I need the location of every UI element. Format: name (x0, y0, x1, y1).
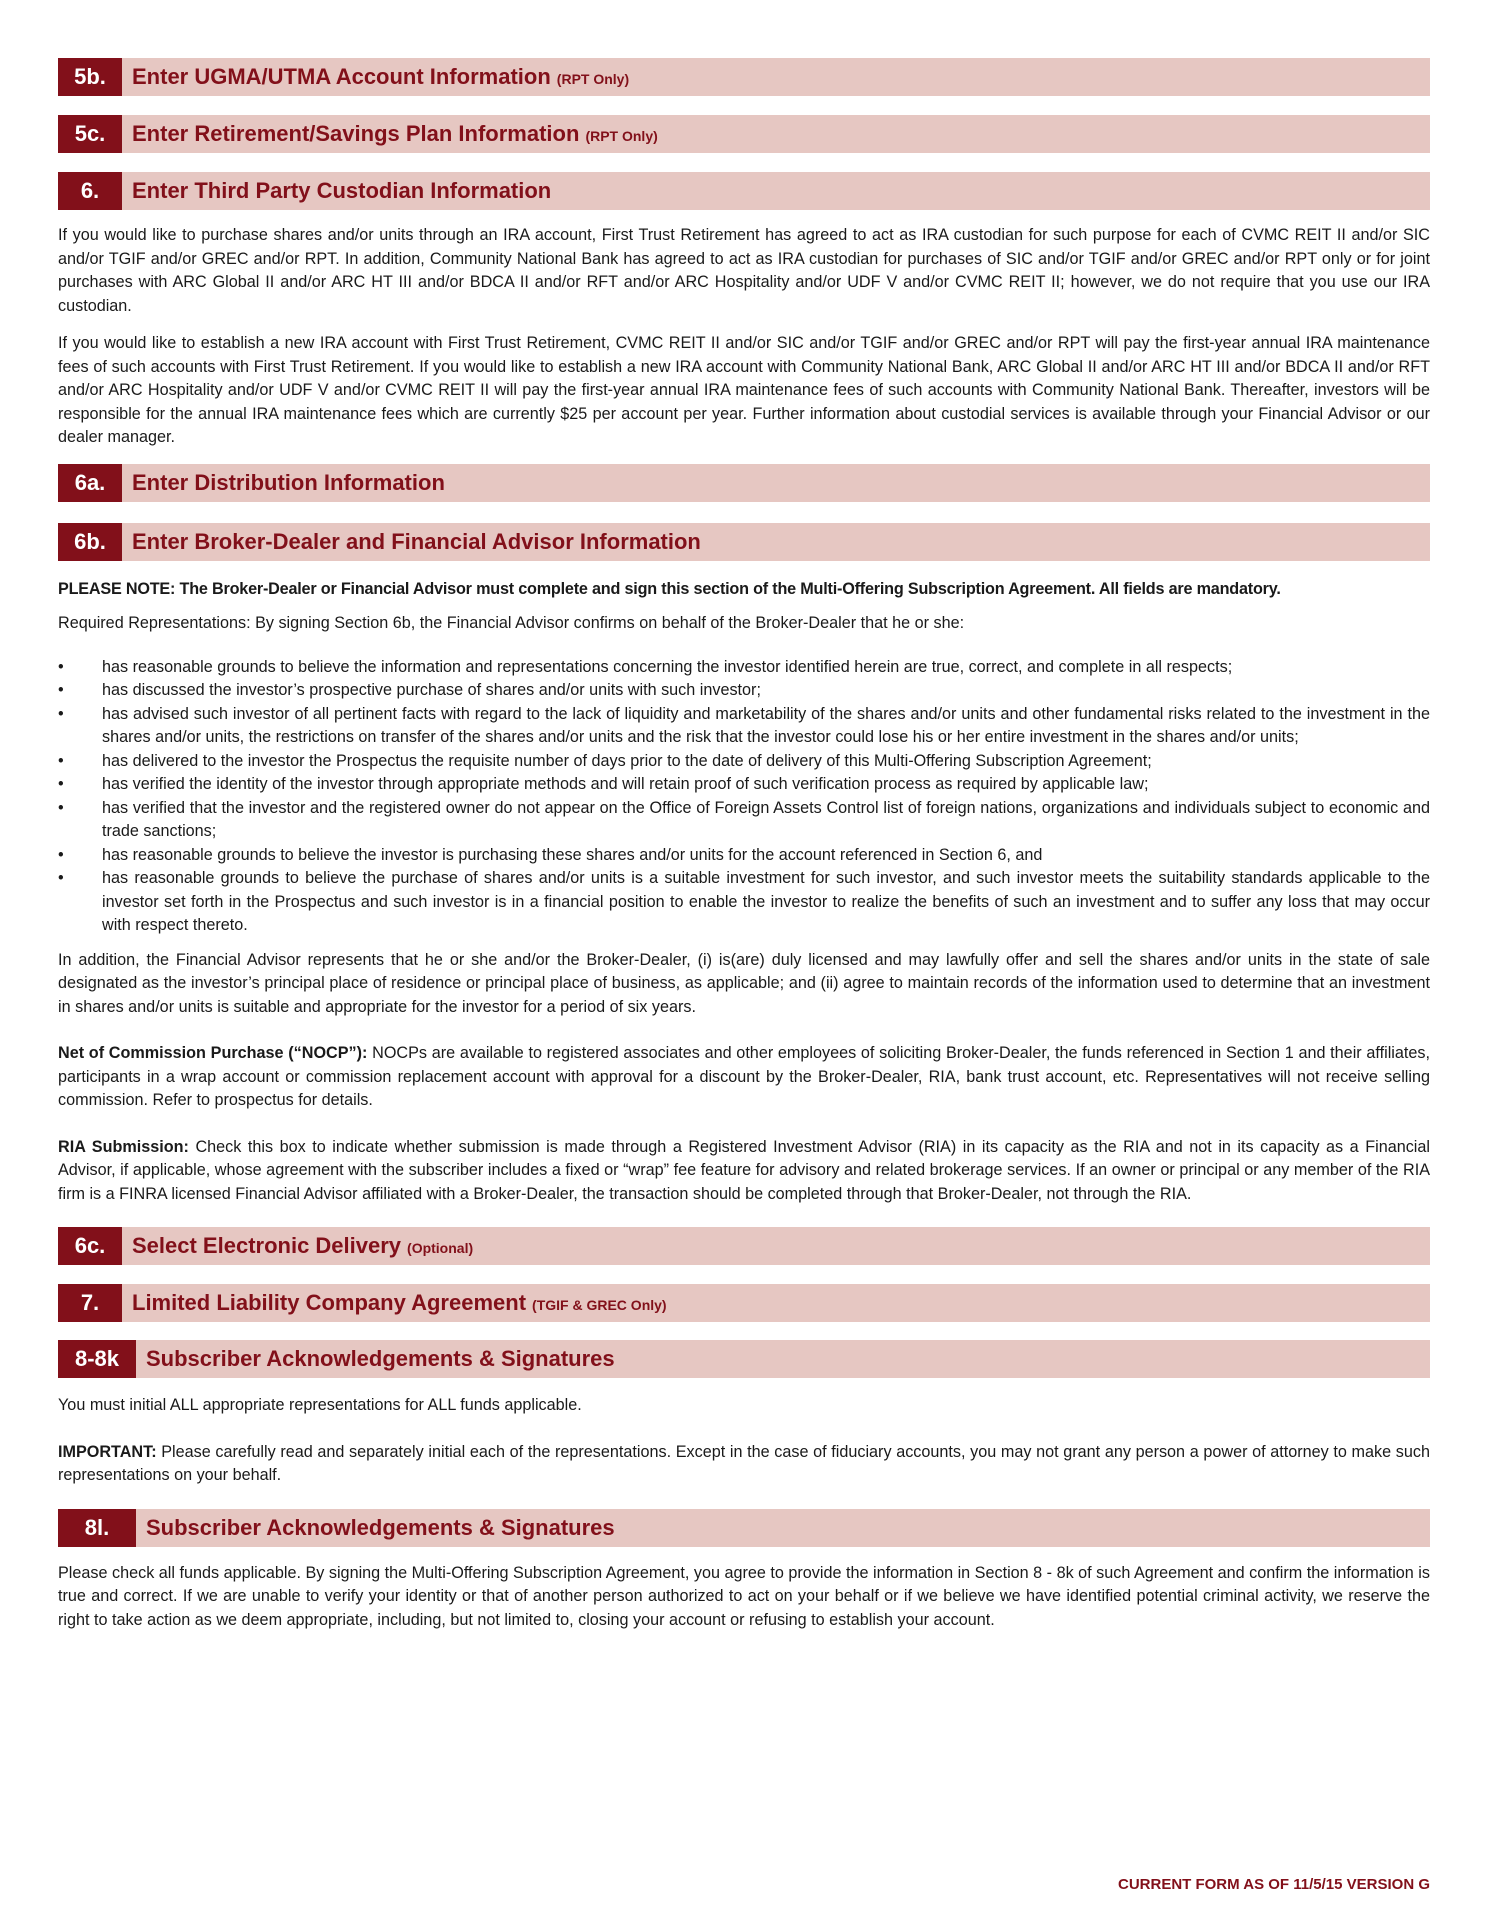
list-item: • has reasonable grounds to believe the investor is purchasing these shares and/or units for the account referenced in Section 6, and (58, 844, 1430, 868)
section-title-text: Enter Distribution Information (132, 469, 445, 495)
section-6c-header (58, 1227, 1430, 1265)
section-title (122, 172, 551, 210)
section-number: 8-8k (58, 1340, 136, 1378)
section-title-text: Subscriber Acknowledgements & Signatures (146, 1346, 615, 1371)
section-5b-header (58, 58, 1430, 96)
section-7-header (58, 1284, 1430, 1322)
section-title-text: Limited Liability Company Agreement (132, 1290, 527, 1315)
form-version-footer: CURRENT FORM AS OF 11/5/15 VERSION G (1117, 1876, 1430, 1893)
section-6b-header (58, 523, 1430, 561)
nocp-text: NOCPs are available to registered associates and other employees of soliciting Broker-Dealer, the funds referenced in Section 1 and their affiliates, participants in a wrap account or commission replacement account with approval for a discount by the Broker-Dealer, RIA, bank trust account, etc. Representatives will not receive selling commission. Refer to prospectus for details. (58, 1044, 1430, 1109)
ria-text: Check this box to indicate whether submission is made through a Registered Investment Advisor (RIA) in its capacity as the RIA and not in its capacity as a Financial Advisor, if applicable, whose agreement with the subscriber includes a fixed or “wrap” fee feature for advisory and related brokerage services. If an owner or principal or any member of the RIA firm is a FINRA licensed Financial Advisor affiliated with a Broker-Dealer, the transaction should be completed through that Broker-Dealer, not through the RIA. (58, 1137, 1430, 1203)
section-6a-header (58, 464, 1430, 502)
advisor-addition-paragraph: In addition, the Financial Advisor represents that he or she and/or the Broker-Dealer, (i) is(are) duly licensed and may lawfully offer and sell the shares and/or units in the state of sale designated as the investor’s principal place of residence or principal place of business, as applicable; and (ii) agree to maintain records of the information used to determine that an investment in shares and/or units is suitable and appropriate for the investor for a period of six years. (58, 950, 1430, 1016)
section-number: 6. (58, 172, 122, 210)
section-5c-header (58, 115, 1430, 153)
section-title-text: Enter Retirement/Savings Plan Information (132, 121, 580, 146)
list-item: • has delivered to the investor the Prospectus the requisite number of days prior to the date of delivery of this Multi-Offering Subscription Agreement; (58, 750, 1430, 774)
nocp-label: Net of Commission Purchase (“NOCP”): (58, 1044, 368, 1062)
funds-applicable-paragraph: Please check all funds applicable. By signing the Multi-Offering Subscription Agreement, you agree to provide the information in Section 8 - 8k of such Agreement and confirm the information is true and correct. If we are unable to verify your identity or that of another person authorized to act on your behalf or if we believe we have identified potential criminal activity, we reserve the right to take action as we deem appropriate, including, but not limited to, closing your account or refusing to establish your account. (58, 1563, 1430, 1629)
section-title-text: Select Electronic Delivery (132, 1233, 402, 1258)
initial-instructions: You must initial ALL appropriate representations for ALL funds applicable. (58, 1396, 582, 1414)
list-item: • has verified that the investor and the registered owner do not appear on the Office of Foreign Assets Control list of foreign nations, organizations and individuals subject to economic and trade sanctions; (58, 797, 1430, 844)
section-note: (RPT Only) (585, 128, 658, 144)
section-8l-header (58, 1509, 1430, 1547)
section-8-header (58, 1340, 1430, 1378)
nocp-paragraph (58, 1042, 1430, 1113)
section-number: 8l. (58, 1509, 136, 1547)
section-title (122, 464, 445, 502)
section-title (122, 58, 629, 96)
list-item: • has advised such investor of all pertinent facts with regard to the lack of liquidity and marketability of the shares and/or units and other fundamental risks related to the investment in the shares and/or units, the restrictions on transfer of the shares and/or units and the risk that the investor could lose his or her entire investment in the shares and/or units; (58, 703, 1430, 750)
section-title (122, 1227, 473, 1265)
list-item: • has discussed the investor’s prospective purchase of shares and/or units with such investor; (58, 679, 1430, 703)
section-number: 6c. (58, 1227, 122, 1265)
important-paragraph (58, 1441, 1430, 1488)
list-item: • has reasonable grounds to believe the information and representations concerning the investor identified herein are true, correct, and complete in all respects; (58, 656, 1430, 680)
section-number: 6b. (58, 523, 122, 561)
ria-paragraph (58, 1136, 1430, 1207)
section-title (136, 1340, 615, 1378)
section-note: (TGIF & GREC Only) (532, 1297, 667, 1313)
ria-label: RIA Submission: (58, 1137, 189, 1156)
important-text: Please carefully read and separately initial each of the representations. Except in the case of fiduciary accounts, you may not grant any person a power of attorney to make such representations on your behalf. (58, 1442, 1430, 1484)
section-note: (Optional) (407, 1240, 474, 1256)
section-title-text: Enter UGMA/UTMA Account Information (132, 64, 551, 89)
section-note: (RPT Only) (556, 71, 630, 87)
section-title-text: Enter Third Party Custodian Information (132, 178, 552, 203)
section-number: 5c. (58, 115, 122, 153)
section-number: 6a. (58, 464, 122, 502)
custodian-paragraph-2: If you would like to establish a new IRA account with First Trust Retirement, CVMC REIT II and/or SIC and/or TGIF and/or GREC and/or RPT will pay the first-year annual IRA maintenance fees of such accounts with First Trust Retirement. If you would like to establish a new IRA account with Community National Bank, ARC Global II and/or ARC HT III and/or BDCA II and/or RFT and/or ARC Hospitality and/or UDF V and/or CVMC REIT II will pay the first-year annual IRA maintenance fees of such accounts with Community National Bank. Thereafter, investors will be responsible for the annual IRA maintenance fees which are currently $25 per account per year. Further information about custodial services is available through your Financial Advisor or our dealer manager. (58, 334, 1430, 446)
representations-list (58, 656, 1430, 938)
section-title (122, 523, 701, 561)
section-title-text: Subscriber Acknowledgements & Signatures (146, 1514, 615, 1540)
form-page (58, 58, 1430, 1632)
section-title (122, 115, 658, 153)
custodian-paragraph-1: If you would like to purchase shares and/or units through an IRA account, First Trust Retirement has agreed to act as IRA custodian for such purpose for each of CVMC REIT II and/or SIC and/or TGIF and/or GREC and/or RPT. In addition, Community National Bank has agreed to act as IRA custodian for purchases of SIC and/or TGIF and/or GREC and/or RPT only or for joint purchases with ARC Global II and/or ARC HT III and/or BDCA II and/or RFT and/or ARC Hospitality and/or UDF V and/or CVMC REIT II; however, we do not require that you use our IRA custodian. (58, 226, 1430, 315)
section-title (122, 1284, 667, 1322)
section-title-text: Enter Broker-Dealer and Financial Advisor Information (132, 528, 701, 554)
list-item: • has verified the identity of the investor through appropriate methods and will retain proof of such verification process as required by applicable law; (58, 773, 1430, 797)
list-item: • has reasonable grounds to believe the purchase of shares and/or units is a suitable investment for such investor, and such investor meets the suitability standards applicable to the investor set forth in the Prospectus and such investor is in a financial position to enable the investor to realize the benefits of such an investment and to suffer any loss that may occur with respect thereto. (58, 867, 1430, 938)
important-label: IMPORTANT: (58, 1442, 157, 1461)
please-note: PLEASE NOTE: The Broker-Dealer or Financial Advisor must complete and sign this section of the Multi-Offering Subscription Agreement. All fields are mandatory. (58, 579, 1281, 598)
section-number: 5b. (58, 58, 122, 96)
section-number: 7. (58, 1284, 122, 1322)
section-6-header (58, 172, 1430, 210)
section-title (136, 1509, 615, 1547)
required-representations-intro: Required Representations: By signing Section 6b, the Financial Advisor confirms on behalf of the Broker-Dealer that he or she: (58, 614, 965, 632)
